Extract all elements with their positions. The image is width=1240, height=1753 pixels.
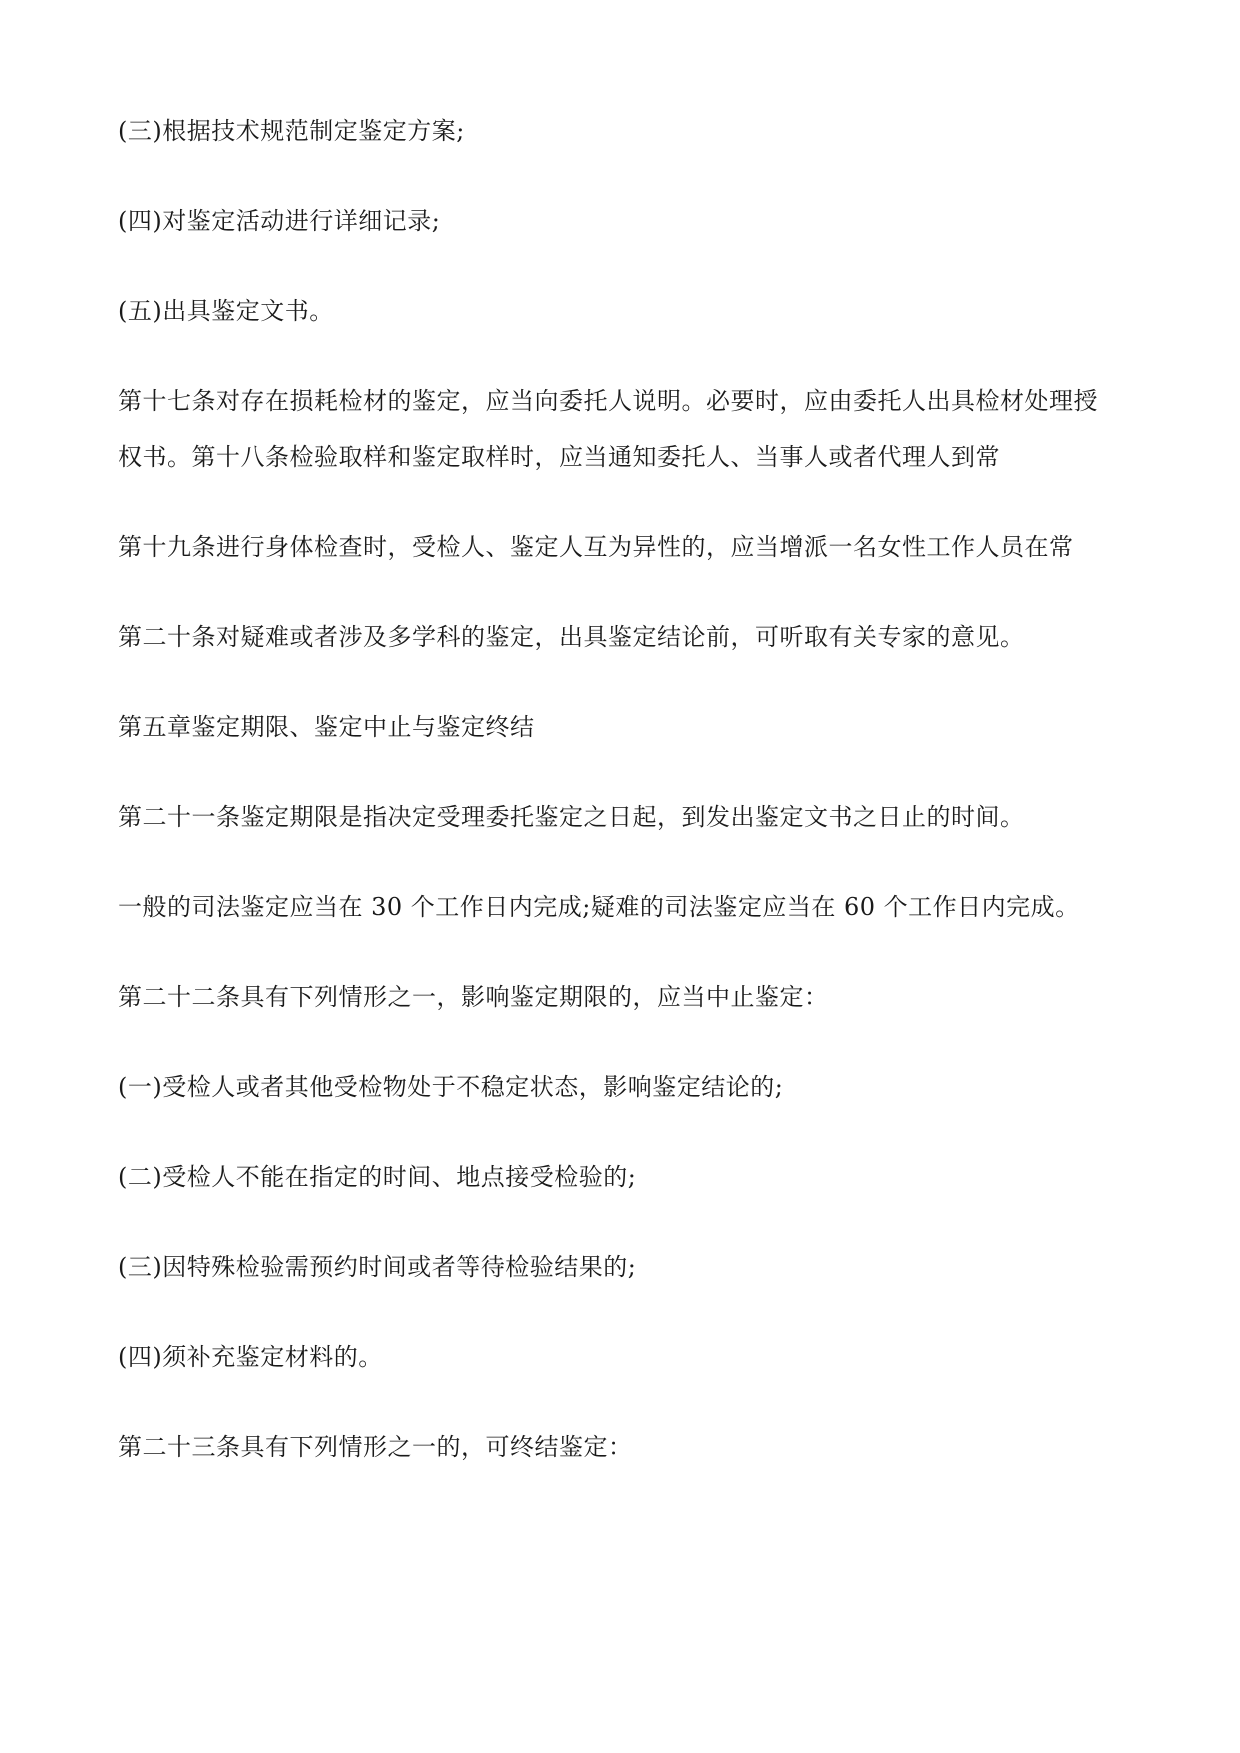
article-21: 第二十一条鉴定期限是指决定受理委托鉴定之日起，到发出鉴定文书之日止的时间。 xyxy=(118,803,1025,831)
article-23: 第二十三条具有下列情形之一的，可终结鉴定： xyxy=(118,1433,633,1461)
paragraph-item-4: (四)对鉴定活动进行详细记录; xyxy=(118,207,441,235)
article-17-line-1: 第十七条对存在损耗检材的鉴定，应当向委托人说明。必要时，应由委托人出具检材处理授 xyxy=(118,387,1098,415)
article-22: 第二十二条具有下列情形之一，影响鉴定期限的，应当中止鉴定： xyxy=(118,983,829,1011)
article-19: 第十九条进行身体检查时，受检人、鉴定人互为异性的，应当增派一名女性工作人员在常 xyxy=(118,533,1074,561)
article-22-item-4: (四)须补充鉴定材料的。 xyxy=(118,1343,383,1371)
paragraph-item-5: (五)出具鉴定文书。 xyxy=(118,297,334,325)
article-20: 第二十条对疑难或者涉及多学科的鉴定，出具鉴定结论前，可听取有关专家的意见。 xyxy=(118,623,1025,651)
paragraph-item-3: (三)根据技术规范制定鉴定方案; xyxy=(118,117,465,145)
article-17-line-2: 权书。第十八条检验取样和鉴定取样时，应当通知委托人、当事人或者代理人到常 xyxy=(118,443,1000,471)
chapter-5-heading: 第五章鉴定期限、鉴定中止与鉴定终结 xyxy=(118,713,535,741)
article-22-item-2: (二)受检人不能在指定的时间、地点接受检验的; xyxy=(118,1163,637,1191)
article-22-item-1: (一)受检人或者其他受检物处于不稳定状态，影响鉴定结论的; xyxy=(118,1073,784,1101)
article-21-deadline: 一般的司法鉴定应当在 30 个工作日内完成;疑难的司法鉴定应当在 60 个工作日内完成。 xyxy=(118,893,1080,921)
article-22-item-3: (三)因特殊检验需预约时间或者等待检验结果的; xyxy=(118,1253,637,1281)
